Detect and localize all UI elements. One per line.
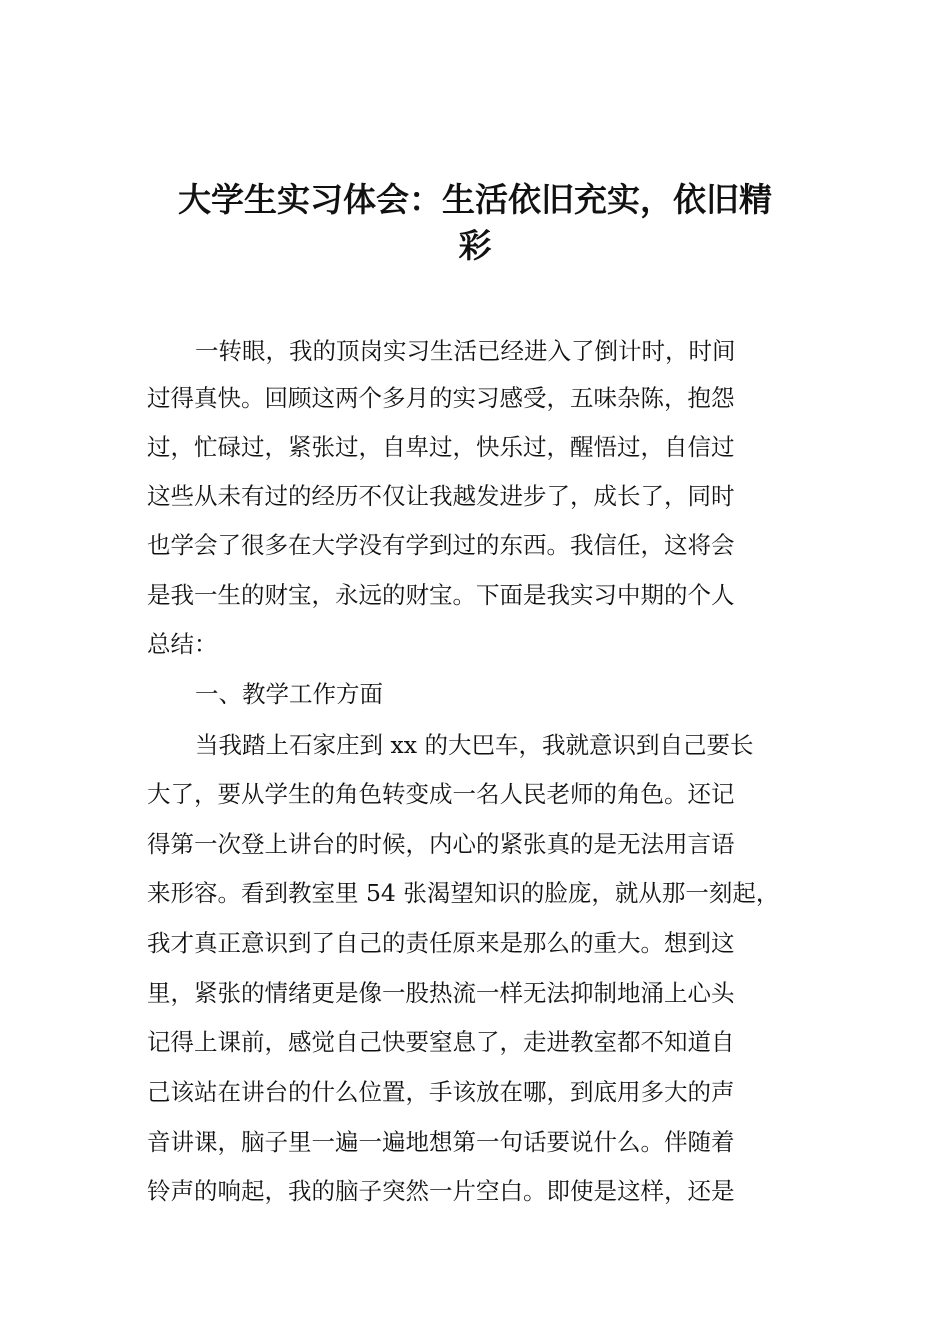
- body-line-11: 得第一次登上讲台的时候，内心的紧张真的是无法用言语: [147, 830, 735, 858]
- body-line-2: 过得真快。回顾这两个多月的实习感受，五味杂陈，抱怨: [147, 384, 735, 412]
- body-line-4: 这些从未有过的经历不仅让我越发进步了，成长了，同时: [147, 482, 735, 510]
- body-line-14: 里，紧张的情绪更是像一股热流一样无法抑制地涌上心头: [147, 979, 735, 1007]
- body-line-18: 铃声的响起，我的脑子突然一片空白。即使是这样，还是: [147, 1177, 735, 1205]
- document-title-line-2: 彩: [458, 226, 492, 265]
- body-line-17: 音讲课，脑子里一遍一遍地想第一句话要说什么。伴随着: [147, 1128, 735, 1156]
- body-line-9: 当我踏上石家庄到 xx 的大巴车，我就意识到自己要长: [195, 731, 754, 759]
- body-line-6: 是我一生的财宝，永远的财宝。下面是我实习中期的个人: [147, 581, 735, 609]
- body-line-1: 一转眼，我的顶岗实习生活已经进入了倒计时，时间: [195, 337, 736, 365]
- body-line-5: 也学会了很多在大学没有学到过的东西。我信任，这将会: [147, 531, 735, 559]
- body-line-13: 我才真正意识到了自己的责任原来是那么的重大。想到这: [147, 929, 735, 957]
- body-line-10: 大了，要从学生的角色转变成一名人民老师的角色。还记: [147, 780, 735, 808]
- document-title-line-1: 大学生实习体会：生活依旧充实，依旧精: [178, 180, 772, 219]
- body-line-7: 总结：: [147, 630, 218, 658]
- body-line-12: 来形容。看到教室里 54 张渴望知识的脸庞，就从那一刻起，: [147, 879, 780, 907]
- section-heading: 一、教学工作方面: [195, 680, 383, 708]
- body-line-15: 记得上课前，感觉自己快要窒息了，走进教室都不知道自: [147, 1028, 735, 1056]
- body-line-3: 过，忙碌过，紧张过，自卑过，快乐过，醒悟过，自信过: [147, 433, 735, 461]
- body-line-16: 己该站在讲台的什么位置，手该放在哪，到底用多大的声: [147, 1078, 735, 1106]
